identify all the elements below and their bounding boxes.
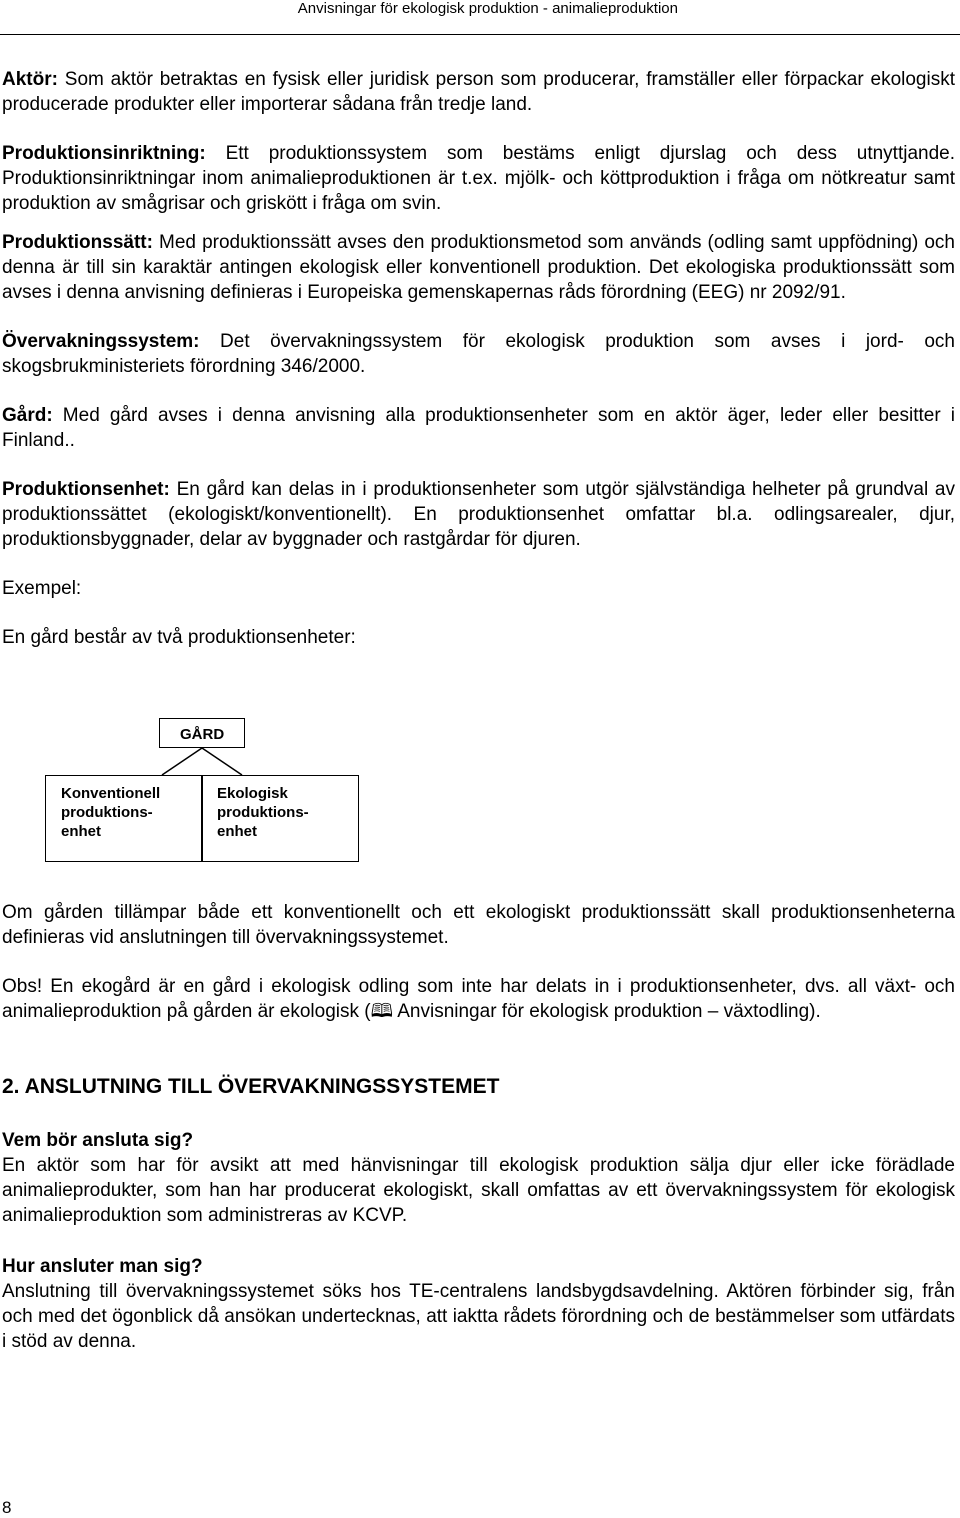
gard-label: GÅRD bbox=[180, 726, 225, 743]
definition-term: Produktionssätt: bbox=[2, 232, 153, 253]
example-intro: En gård består av två produktionsenheter: bbox=[2, 627, 356, 648]
definition-term: Produktionsenhet: bbox=[2, 479, 170, 500]
unit-line: produktions- bbox=[217, 804, 309, 821]
unit-line: enhet bbox=[61, 823, 102, 840]
header-title: Anvisningar för ekologisk produktion - animalieproduktion bbox=[297, 0, 678, 17]
who-text: En aktör som har för avsikt att med hänvisningar till ekologisk produktion sälja djur eller icke förädlade animalieprodukter, som han har producerat ekologiskt, skall omfattas av ett övervakningssystem för ekologisk animalieproduktion som administreras av KCVP. bbox=[2, 1155, 955, 1226]
definition-term: Aktör: bbox=[2, 69, 58, 90]
definition-produktionsenhet bbox=[2, 477, 955, 552]
definition-term: Övervakningssystem: bbox=[2, 331, 200, 352]
definition-overvakningssystem bbox=[2, 329, 955, 379]
definition-text: Med gård avses i denna anvisning alla produktionsenheter som en aktör äger, leder eller besitter i Finland.. bbox=[2, 405, 955, 451]
definition-text: En gård kan delas in i produktionsenheter som utgör självständiga helheter på grundval av produktionssättet (ekologiskt/konventionellt). En produktionsenhet omfattar bl.a. odlingsarealer, djur, produktionsbyggnader, delar av byggnader och rastgårdar för djuren. bbox=[2, 479, 955, 550]
definition-term: Produktionsinriktning: bbox=[2, 143, 206, 164]
unit-line: Konventionell bbox=[61, 785, 161, 802]
definition-text: Som aktör betraktas en fysisk eller juridisk person som producerar, framställer eller förpackar ekologiskt producerade produkter eller importerar sådana från tredje land. bbox=[2, 69, 955, 115]
definition-produktionssatt bbox=[2, 230, 955, 305]
ecological-unit-label bbox=[217, 784, 309, 841]
section-title: 2. ANSLUTNING TILL ÖVERVAKNINGSSYSTEMET bbox=[2, 1075, 500, 1098]
units-divider bbox=[201, 775, 203, 862]
page-header bbox=[0, 0, 960, 40]
unit-line: Ekologisk bbox=[217, 785, 288, 802]
definition-aktor bbox=[2, 67, 955, 117]
definition-gard bbox=[2, 403, 955, 453]
example-label: Exempel: bbox=[2, 578, 82, 599]
connector-left bbox=[162, 748, 202, 775]
paragraph-obs: Obs! En ekogård är en gård i ekologisk odling som inte har delats in i produktionsenheter, dvs. all växt- och animalieproduktion på gården är ekologisk (🕮 Anvisningar för ekologisk produktion – växtodling). bbox=[2, 976, 955, 1022]
definition-text: Med produktionssätt avses den produktionsmetod som används (odling samt uppfödning) och denna är till sin karaktär antingen ekologisk eller konventionell produktion. Det ekologiska produktionssätt som avses i denna anvisning definieras i Europeiska gemenskapernas råds förordning (EEG) nr 2092/91. bbox=[2, 232, 955, 303]
header-rule bbox=[0, 34, 960, 35]
page-number: 8 bbox=[2, 1498, 12, 1517]
conventional-unit-label bbox=[61, 784, 160, 841]
how-text: Anslutning till övervakningssystemet söks hos TE-centralens landsbygdsavdelning. Aktören förbinder sig, från och med det ögonblick då ansökan undertecknas, att iaktta rådets förordning och de bestämmelser som utfärdats i stöd av denna. bbox=[2, 1281, 955, 1352]
paragraph-both-methods: Om gården tillämpar både ett konventionellt och ett ekologiskt produktionssätt skall produktionsenheterna definieras vid anslutningen till övervakningssystemet. bbox=[2, 902, 955, 948]
definition-text: Det övervakningssystem för ekologisk produktion som avses i jord- och skogsbrukministeriets förordning 346/2000. bbox=[2, 331, 955, 377]
gard-box bbox=[159, 718, 245, 748]
definition-produktionsinriktning bbox=[2, 141, 955, 216]
unit-line: enhet bbox=[217, 823, 258, 840]
farm-diagram bbox=[45, 718, 365, 866]
document-body-lower bbox=[2, 900, 955, 1354]
connector-right bbox=[202, 748, 242, 775]
definition-text: Ett produktionssystem som bestäms enligt djurslag och dess utnyttjande. Produktionsinriktningar inom animalieproduktionen är t.ex. mjölk- och köttproduktion i fråga om nötkreatur samt produktion av smågrisar och griskött i fråga om svin. bbox=[2, 143, 955, 214]
definition-term: Gård: bbox=[2, 405, 53, 426]
document-body bbox=[2, 67, 955, 650]
who-title: Vem bör ansluta sig? bbox=[2, 1130, 194, 1151]
unit-line: produktions- bbox=[61, 804, 153, 821]
how-title: Hur ansluter man sig? bbox=[2, 1256, 203, 1277]
